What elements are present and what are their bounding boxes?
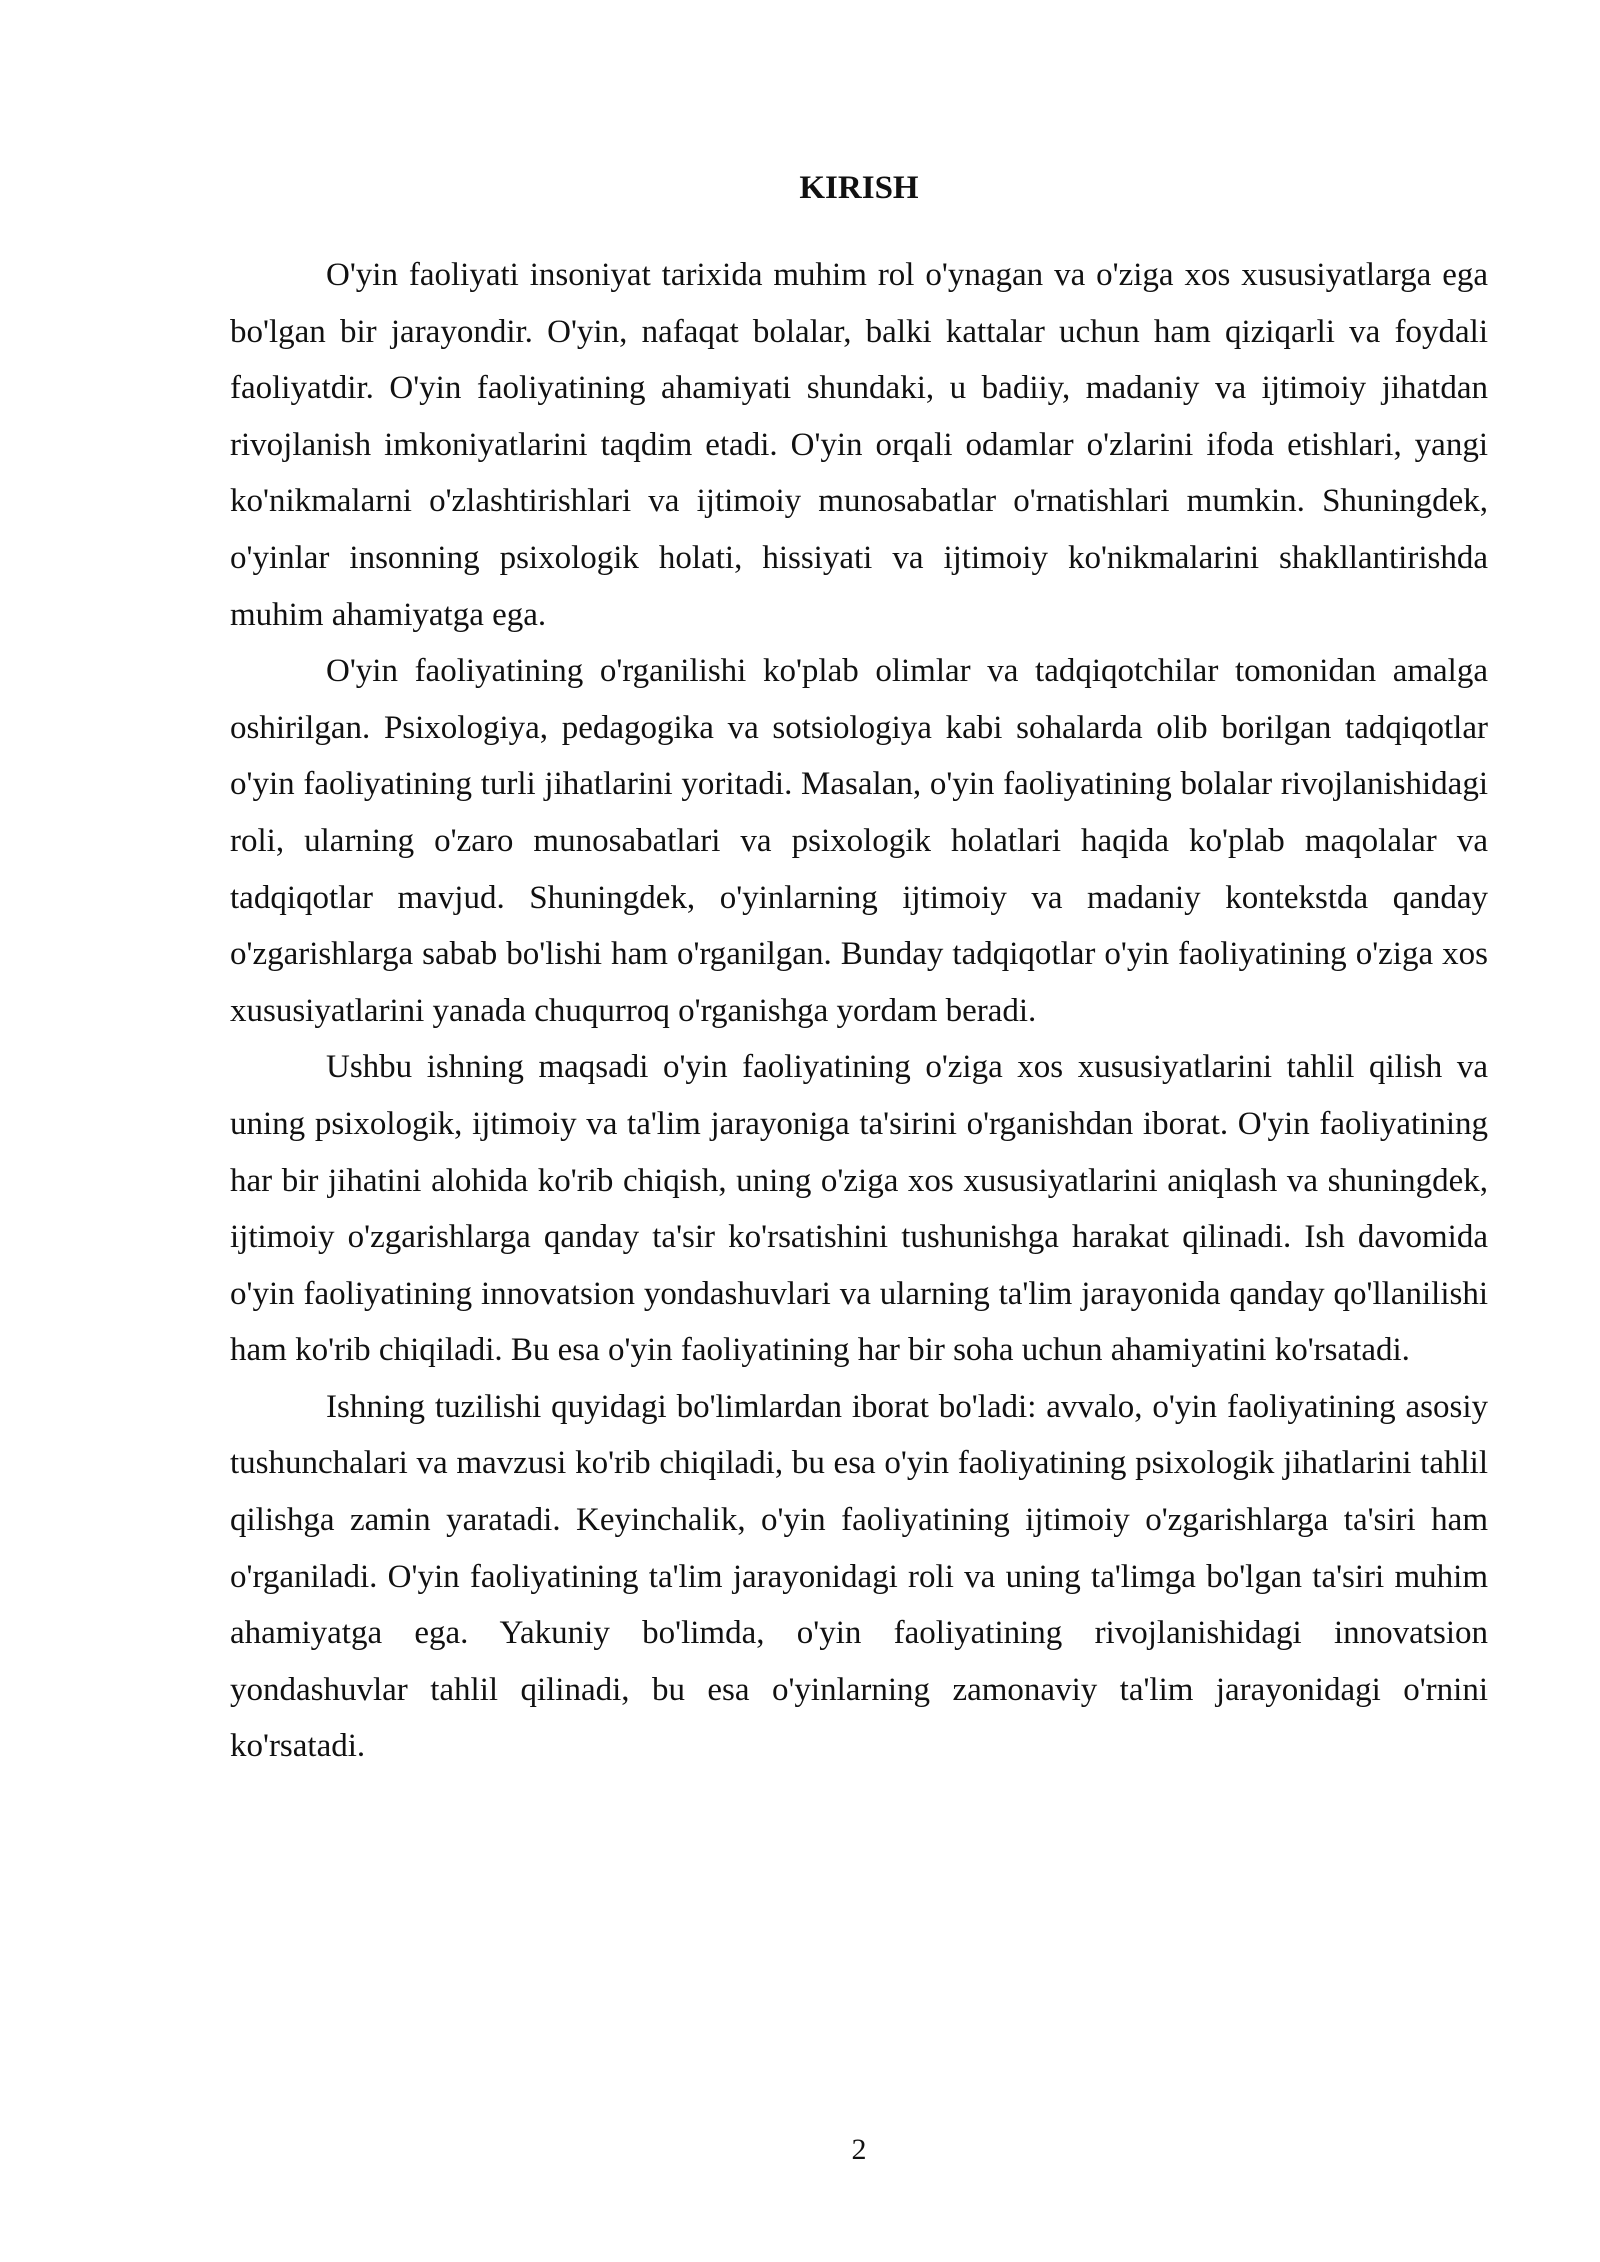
document-page: [230, 0, 1488, 2262]
paragraph-4: Ishning tuzilishi quyidagi bo'limlardan iborat bo'ladi: avvalo, o'yin faoliyatining asosiy tushunchalari va mavzusi ko'rib chiqiladi, bu esa o'yin faoliyatining psixologik jihatlarini tahlil qilishga zamin yaratadi. Keyinchalik, o'yin faoliyatining ijtimoiy o'zgarishlarga ta'siri ham o'rganiladi. O'yin faoliyatining ta'lim jarayonidagi roli va uning ta'limga bo'lgan ta'siri muhim ahamiyatga ega. Yakuniy bo'limda, o'yin faoliyatining rivojlanishidagi innovatsion yondashuvlar tahlil qilinadi, bu esa o'yinlarning zamonaviy ta'lim jarayonidagi o'rnini ko'rsatadi.: [230, 1388, 1488, 1765]
paragraph-1: O'yin faoliyati insoniyat tarixida muhim rol o'ynagan va o'ziga xos xususiyatlarga ega bo'lgan bir jarayondir. O'yin, nafaqat bolalar, balki kattalar uchun ham qiziqarli va foydali faoliyatdir. O'yin faoliyatining ahamiyati shundaki, u badiiy, madaniy va ijtimoiy jihatdan rivojlanish imkoniyatlarini taqdim etadi. O'yin orqali odamlar o'zlarini ifoda etishlari, yangi ko'nikmalarni o'zlashtirishlari va ijtimoiy munosabatlar o'rnatishlari mumkin. Shuningdek, o'yinlar insonning psixologik holati, hissiyati va ijtimoiy ko'nikmalarini shakllantirishda muhim ahamiyatga ega.: [230, 257, 1488, 633]
page-title: KIRISH: [799, 170, 919, 206]
page-number: 2: [851, 2133, 867, 2166]
paragraph-2: O'yin faoliyatining o'rganilishi ko'plab olimlar va tadqiqotchilar tomonidan amalga oshirilgan. Psixologiya, pedagogika va sotsiologiya kabi sohalarda olib borilgan tadqiqotlar o'yin faoliyatining turli jihatlarini yoritadi. Masalan, o'yin faoliyatining bolalar rivojlanishidagi roli, ularning o'zaro munosabatlari va psixologik holatlari haqida ko'plab maqolalar va tadqiqotlar mavjud. Shuningdek, o'yinlarning ijtimoiy va madaniy kontekstda qanday o'zgarishlarga sabab bo'lishi ham o'rganilgan. Bunday tadqiqotlar o'yin faoliyatining o'ziga xos xususiyatlarini yanada chuqurroq o'rganishga yordam beradi.: [230, 653, 1488, 1029]
body-text: [230, 247, 1488, 1775]
paragraph-3: Ushbu ishning maqsadi o'yin faoliyatining o'ziga xos xususiyatlarini tahlil qilish va uning psixologik, ijtimoiy va ta'lim jarayoniga ta'sirini o'rganishdan iborat. O'yin faoliyatining har bir jihatini alohida ko'rib chiqish, uning o'ziga xos xususiyatlarini aniqlash va shuningdek, ijtimoiy o'zgarishlarga qanday ta'sir ko'rsatishini tushunishga harakat qilinadi. Ish davomida o'yin faoliyatining innovatsion yondashuvlari va ularning ta'lim jarayonida qanday qo'llanilishi ham ko'rib chiqiladi. Bu esa o'yin faoliyatining har bir soha uchun ahamiyatini ko'rsatadi.: [230, 1049, 1488, 1369]
